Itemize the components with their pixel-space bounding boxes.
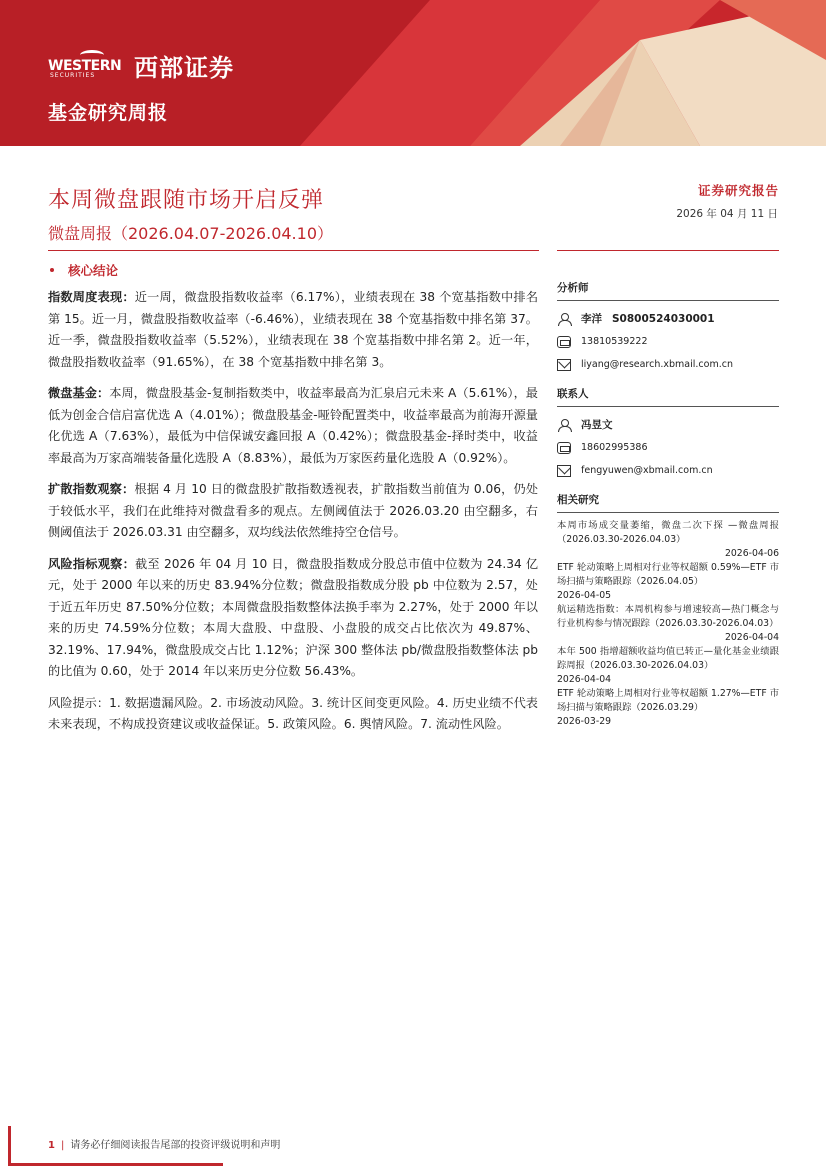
analyst-heading: 分析师 <box>557 276 779 301</box>
divider-right <box>557 250 779 251</box>
paragraph-diffusion-index <box>48 479 538 544</box>
analyst-phone: 13810539222 <box>581 336 648 347</box>
related-report-title: 航运精选指数：本周机构参与增速较高—热门概念与行业机构参与情况跟踪（2026.03.30-2026.04.03） <box>557 604 779 629</box>
related-report[interactable] <box>557 603 779 645</box>
divider-left <box>48 250 539 251</box>
footer-bracket-horizontal <box>8 1163 223 1166</box>
contact-name: 冯昱文 <box>581 419 613 431</box>
related-report[interactable] <box>557 561 779 603</box>
paragraph-lead: 指数周度表现： <box>48 290 135 304</box>
related-report-date: 2026-03-29 <box>557 716 612 727</box>
paragraph-text: 截至 2026 年 04 月 10 日，微盘股指数成分股总市值中位数为 24.34 亿元，处于 2000 年以来的历史 83.94%分位数；微盘股指数成分股 pb 中位数为 2.57，处于近五年历史 87.50%分位数；本周微盘股指数整体法换手率为 2.27%，处于 2000 年以来的历史 74.59%分位数；本周大盘股、中盘股、小盘股的成交占比依次为 49.87%、32.19%、17.94%，微盘股成交占比 1.12%；沪深 300 整体法 pb/微盘股指数整体法 pb 的比值为 0.60，处于 2014 年以来历史分位数 56.43%。 <box>48 556 539 678</box>
header-banner <box>0 0 826 146</box>
page-subtitle: 微盘周报（2026.04.07-2026.04.10） <box>48 224 333 243</box>
related-report-title: 本年 500 指增超额收益均值已转正—量化基金业绩跟踪周报（2026.03.30-2026.04.03） <box>557 646 779 671</box>
page-title: 本周微盘跟随市场开启反弹 <box>48 188 325 213</box>
related-report-date: 2026-04-06 <box>724 548 779 559</box>
person-icon <box>557 419 571 431</box>
related-report[interactable] <box>557 687 779 729</box>
related-report-title: 本周市场成交量萎缩，微盘二次下探 —微盘周报（2026.03.30-2026.04.03） <box>557 520 779 545</box>
bullet-icon <box>50 268 54 272</box>
analyst-email-row <box>557 353 779 376</box>
analyst-phone-row <box>557 330 779 353</box>
paragraph-risk-indicators <box>48 554 538 683</box>
analyst-name: 李洋 <box>581 313 602 325</box>
report-date: 2026 年 04 月 11 日 <box>676 208 778 220</box>
contact-email-row <box>557 459 779 482</box>
phone-icon <box>557 336 571 348</box>
mail-icon <box>557 359 571 371</box>
footer-bracket-vertical <box>8 1126 11 1166</box>
related-report[interactable] <box>557 519 779 561</box>
paragraph-text: 本周，微盘股基金-复制指数类中，收益率最高为汇泉启元未来 A（5.61%），最低为创金合信启富优选 A（4.01%）；微盘股基金-哑铃配置类中，收益率最高为前海开源量化优选 A（7.63%），最低为中信保诚安鑫回报 A（0.42%）；微盘股基金-择时类中，收益率最高为万家高端装备量化选股 A（8.83%），最低为万家医药量化选股 A（0.92%）。 <box>48 386 538 465</box>
page-number: 1 <box>48 1140 55 1151</box>
contact-phone: 18602995386 <box>581 442 648 453</box>
contact-email[interactable]: fengyuwen@xbmail.com.cn <box>581 465 713 476</box>
related-report-date: 2026-04-04 <box>557 674 612 685</box>
related-heading: 相关研究 <box>557 488 779 513</box>
mail-icon <box>557 465 571 477</box>
paragraph-risk-warning <box>48 693 538 736</box>
related-report-title: ETF 轮动策略上周相对行业等权超额 1.27%—ETF 市场扫描与策略跟踪（2026.03.29） <box>557 688 779 713</box>
section-heading-label: 核心结论 <box>68 263 119 278</box>
person-icon <box>557 313 571 325</box>
paragraph-lead: 微盘基金： <box>48 386 110 400</box>
contact-heading: 联系人 <box>557 382 779 407</box>
analyst-code: S0800524030001 <box>612 312 715 325</box>
related-report[interactable] <box>557 645 779 687</box>
phone-icon <box>557 442 571 454</box>
paragraph-lead: 风险指标观察： <box>48 556 135 571</box>
related-report-date: 2026-04-04 <box>724 632 779 643</box>
logo-english-sub: SECURITIES <box>50 71 96 79</box>
logo-icon <box>48 52 126 80</box>
paragraph-lead: 扩散指数观察： <box>48 482 135 496</box>
footer-note: 请务必仔细阅读报告尾部的投资评级说明和声明 <box>70 1140 281 1151</box>
analyst-email[interactable]: liyang@research.xbmail.com.cn <box>581 359 733 370</box>
footer <box>48 1136 280 1151</box>
contact-phone-row <box>557 436 779 459</box>
analyst-name-row <box>557 307 779 330</box>
sidebar <box>557 276 779 729</box>
logo-chinese: 西部证券 <box>134 54 234 82</box>
report-type: 基金研究周报 <box>48 102 169 124</box>
paragraph-text: 近一周，微盘股指数收益率（6.17%），业绩表现在 38 个宽基指数中排名第 15。近一月，微盘股指数收益率（-6.46%），业绩表现在 38 个宽基指数中排名第 37。近一季，微盘股指数收益率（5.52%），业绩表现在 38 个宽基指数中排名第 2。近一年，微盘股指数收益率（91.65%），在 38 个宽基指数中排名第 3。 <box>48 290 539 369</box>
related-report-title: ETF 轮动策略上周相对行业等权超额 0.59%—ETF 市场扫描与策略跟踪（2026.04.05） <box>557 562 779 587</box>
paragraph-text: 风险提示：1. 数据遗漏风险。2. 市场波动风险。3. 统计区间变更风险。4. 历史业绩不代表未来表现，不构成投资建议或收益保证。5. 政策风险。6. 舆情风险。7. 流动性风险。 <box>48 695 538 731</box>
section-heading <box>48 261 118 279</box>
report-label: 证券研究报告 <box>697 183 779 198</box>
company-logo <box>48 48 234 83</box>
paragraph-text: 根据 4 月 10 日的微盘股扩散指数透视表，扩散指数当前值为 0.06，仍处于较低水平，我们在此维持对微盘看多的观点。左侧阈值法于 2026.03.20 由空翻多，右侧阈值法于 2026.03.31 由空翻多，双均线法依然维持空仓信号。 <box>48 482 539 539</box>
contact-name-row <box>557 413 779 436</box>
footer-separator: | <box>60 1140 65 1151</box>
paragraph-microcap-funds <box>48 383 538 469</box>
logo-english: WESTERN <box>48 57 122 74</box>
report-body <box>48 287 538 746</box>
paragraph-index-performance <box>48 287 538 373</box>
related-report-date: 2026-04-05 <box>557 590 612 601</box>
